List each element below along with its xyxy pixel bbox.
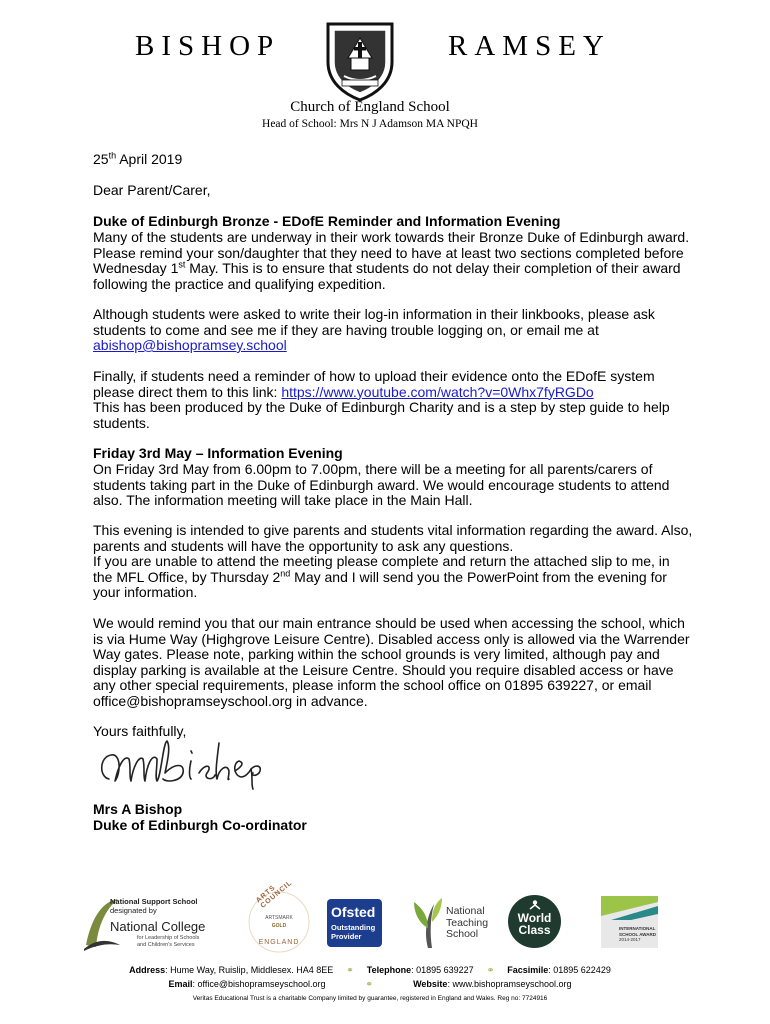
ofsted-badge bbox=[327, 899, 382, 947]
nss-line-1: National Support School bbox=[110, 897, 198, 906]
nts-line-2: Teaching bbox=[446, 916, 489, 929]
telephone-label: Telephone bbox=[366, 965, 412, 975]
head-of-school: Head of School: Mrs N J Adamson MA NPQH bbox=[262, 118, 478, 130]
website-label: Website bbox=[413, 979, 448, 989]
telephone-value: : 01895 639227 bbox=[411, 965, 474, 975]
paragraph-reminder: Many of the students are underway in their work towards their Bronze Duke of Edinburgh award. Please remind your son/daughter that they need to have at least two sections completed before Wednesday 1st May. This is to ensure that students do not delay their completion of their award following the practice and qualifying expedition. bbox=[93, 229, 690, 292]
salutation: Dear Parent/Carer, bbox=[93, 182, 211, 198]
footer-web-line bbox=[0, 979, 740, 990]
national-teaching-school-logo bbox=[410, 894, 500, 950]
paragraph-evening-details: This evening is intended to give parents and students vital information regarding the award. Also, parents and students will have the opportunity to ask any questions. If you are unable to attend the meeting please complete and return the attached slip to me, in the MFL Office, by Thursday 2nd May and I will send you the PowerPoint from the evening for your information. bbox=[93, 522, 693, 600]
address-label: Address bbox=[129, 965, 166, 975]
school-crest-icon bbox=[318, 18, 402, 102]
isa-stripes-icon bbox=[601, 896, 658, 920]
closing: Yours faithfully, bbox=[93, 723, 187, 739]
website-value: : www.bishopramseyschool.org bbox=[447, 979, 572, 989]
paragraph-meeting: On Friday 3rd May from 6.00pm to 7.00pm, there will be a meeting for all parents/carers of students taking part in the Duke of Edinburgh award. We would encourage students to attend also. The information meeting will take place in the Main Hall. bbox=[93, 461, 670, 508]
isa-years: 2014-2017 bbox=[619, 937, 641, 942]
international-school-award-logo bbox=[601, 896, 658, 948]
email-label: Email bbox=[168, 979, 193, 989]
arts-council-logo bbox=[245, 879, 313, 955]
separator-icon: ⚭ bbox=[346, 965, 354, 975]
world-class-line-1: World bbox=[517, 911, 552, 925]
figure-icon bbox=[529, 900, 541, 910]
heading-information-evening: Friday 3rd May – Information Evening bbox=[93, 445, 343, 461]
facsimile-label: Facsimile bbox=[507, 965, 549, 975]
signatory-name: Mrs A Bishop bbox=[93, 801, 183, 817]
footer-legal: Veritas Educational Trust is a charitable Company limited by guarantee, registered in England and Wales. Reg no: 7724916 bbox=[192, 995, 548, 1002]
national-support-school-logo bbox=[82, 895, 230, 953]
paragraph-login: Although students were asked to write their log-in information in their linkbooks, please ask students to come and see me if they are having trouble logging on, or email me at abishop@bishopramsey.school bbox=[93, 306, 655, 353]
isa-line-1: INTERNATIONAL bbox=[619, 926, 656, 931]
nts-line-3: School bbox=[446, 928, 479, 940]
school-name: Church of England School bbox=[290, 99, 450, 115]
separator-icon: ⚭ bbox=[486, 965, 495, 975]
leaf-icon bbox=[410, 894, 444, 950]
signatory-role: Duke of Edinburgh Co-ordinator bbox=[93, 817, 307, 833]
nss-line-2: designated by bbox=[110, 906, 157, 915]
letterhead-word-right: RAMSEY bbox=[448, 30, 611, 62]
nss-line-3: National College bbox=[110, 919, 206, 934]
letterhead-word-left: BISHOP bbox=[135, 30, 281, 62]
letter-date: 25th April 2019 bbox=[93, 150, 183, 167]
ofsted-name: Ofsted bbox=[331, 904, 376, 920]
separator-icon: ⚭ bbox=[365, 979, 374, 989]
address-value: : Hume Way, Ruislip, Middlesex. HA4 8EE bbox=[165, 965, 334, 975]
nts-line-1: National bbox=[446, 905, 485, 917]
facsimile-value: : 01895 622429 bbox=[548, 965, 611, 975]
paragraph-access: We would remind you that our main entrance should be used when accessing the school, which is via Hume Way (Highgrove Leisure Centre). Disabled access only is allowed via the Warrender Way gates. Please note, parking within the school grounds is very limited, although pay and display parking is available at the Leisure Centre. Should you require disabled access or have any other special requirements, please inform the school office on 01895 639227, or email office@bishopramseyschool.org in advance. bbox=[93, 615, 690, 709]
email-value: : office@bishopramseyschool.org bbox=[192, 979, 326, 989]
ofsted-line-2: Provider bbox=[331, 932, 362, 941]
email-link[interactable]: abishop@bishopramsey.school bbox=[93, 337, 287, 353]
footer-contact-line bbox=[0, 965, 740, 976]
nss-line-5: and Children's Services bbox=[137, 941, 195, 948]
nss-line-4: for Leadership of Schools bbox=[137, 935, 200, 941]
artsmark-text: ARTSMARK bbox=[265, 915, 293, 921]
signature-icon bbox=[95, 733, 265, 791]
arts-council-country: ENGLAND bbox=[258, 939, 300, 946]
heading-edofe-reminder: Duke of Edinburgh Bronze - EDofE Reminder and Information Evening bbox=[93, 213, 561, 229]
arts-council-text: ARTS COUNCIL bbox=[255, 879, 294, 910]
youtube-link[interactable]: https://www.youtube.com/watch?v=0Whx7fyRGDo bbox=[281, 383, 594, 400]
artsmark-grade: GOLD bbox=[271, 923, 287, 929]
world-class-line-2: Class bbox=[518, 923, 551, 937]
paragraph-upload: Finally, if students need a reminder of how to upload their evidence onto the EDofE system please direct them to this link: https://www.youtube.com/watch?v=0Whx7fyRGDo This has been produced by the Duke of Edinburgh Charity and is a step by step guide to help students. bbox=[93, 368, 670, 431]
world-class-badge bbox=[508, 895, 561, 948]
ofsted-line-1: Outstanding bbox=[331, 923, 376, 932]
isa-line-2: SCHOOL AWARD bbox=[619, 931, 657, 937]
